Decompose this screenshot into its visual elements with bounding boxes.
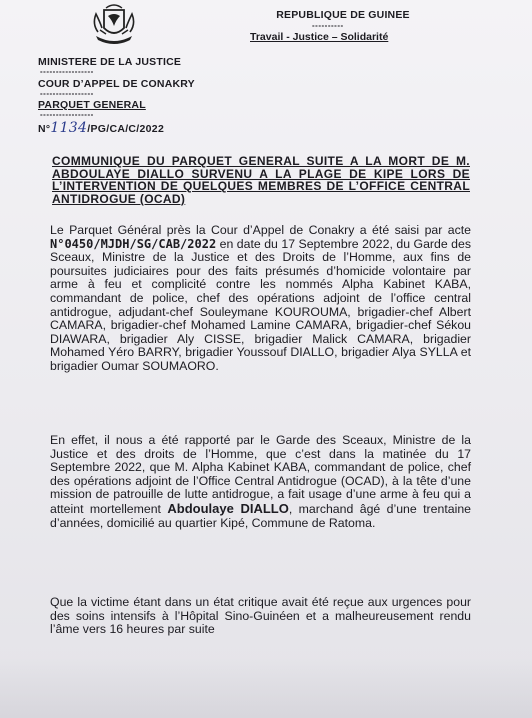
national-motto: Travail - Justice – Solidarité <box>250 31 389 43</box>
victim-name: Abdoulaye DIALLO <box>167 500 289 516</box>
parquet-separator: ----------------- <box>40 110 94 119</box>
paragraph-1-body: en date du 17 Septembre 2022, du Garde des Sceaux, Ministre de la Justice et des Droits de l’Homme, aux fins de poursuites judiciaires pour des faits présumés d’homicide volontaire par arme à feu et complicité contre les nommés Alpha Kabinet KABA, commandant de police, chef des opérations adjoint de l’office central antidrogue, adjudant-chef Souleymane KOUROUMA, brigadier-chef Albert CAMARA, brigadier-chef Mohamed Lamine CAMARA, brigadier-chef Sékou DIAWARA, brigadier Aly CISSE, brigadier Malick CAMARA, brigadier Mohamed Yéro BARRY, brigadier Youssouf DIALLO, brigadier Alya SYLLA et brigadier Oumar SOUMAORO. <box>50 236 471 373</box>
parquet-heading: PARQUET GENERAL <box>38 99 146 111</box>
court-separator: ----------------- <box>40 89 94 98</box>
paragraph-2 <box>50 434 471 530</box>
republic-heading: REPUBLIQUE DE GUINEE <box>276 9 410 21</box>
page-shadow <box>0 658 532 718</box>
communique-title: COMMUNIQUE DU PARQUET GENERAL SUITE A LA MORT DE M. ABDOULAYE DIALLO SURVENU A LA PLAGE DE KIPE LORS DE L’INTERVENTION DE QUELQUES MEMBRES DE L’OFFICE CENTRAL ANTIDROGUE (OCAD) <box>52 154 470 206</box>
guinea-coat-of-arms-icon <box>84 2 144 48</box>
ministry-heading: MINISTERE DE LA JUSTICE <box>38 56 182 68</box>
paragraph-1-intro: Le Parquet Général près la Cour d’Appel de Conakry a été saisi par acte <box>50 223 471 237</box>
ministry-separator: ----------------- <box>40 67 94 76</box>
document-reference <box>38 120 164 136</box>
seizure-act-reference: N°0450/MJDH/SG/CAB/2022 <box>50 236 217 251</box>
reference-suffix: /PG/CA/C/2022 <box>87 123 165 135</box>
reference-prefix: N° <box>38 123 51 135</box>
republic-separator: ---------- <box>312 21 344 30</box>
paragraph-1 <box>50 224 471 374</box>
paragraph-2-body: , marchand âgé d’une trentaine d’années, domicilié au quartier Kipé, Commune de Ratoma. <box>50 501 471 530</box>
handwritten-reference-number: 1134 <box>50 120 88 136</box>
paragraph-3: Que la victime étant dans un état critique avait été reçue aux urgences pour des soins intensifs à l’Hôpital Sino-Guinéen et a malheureusement rendu l’âme vers 16 heures par suite <box>50 595 471 637</box>
court-heading: COUR D’APPEL DE CONAKRY <box>38 78 195 90</box>
paragraph-2-intro: En effet, il nous a été rapporté par le Garde des Sceaux, Ministre de la Justice et des droits de l’Homme, que c’est dans la matinée du 17 Septembre 2022, que M. Alpha Kabinet KABA, commandant de police, chef des opérations adjoint de l’Office Central Antidrogue (OCAD), à la tête d’une mission de patrouille de lutte antidrogue, a fait usage d’une arme à feu qui a atteint mortellement <box>50 433 471 516</box>
